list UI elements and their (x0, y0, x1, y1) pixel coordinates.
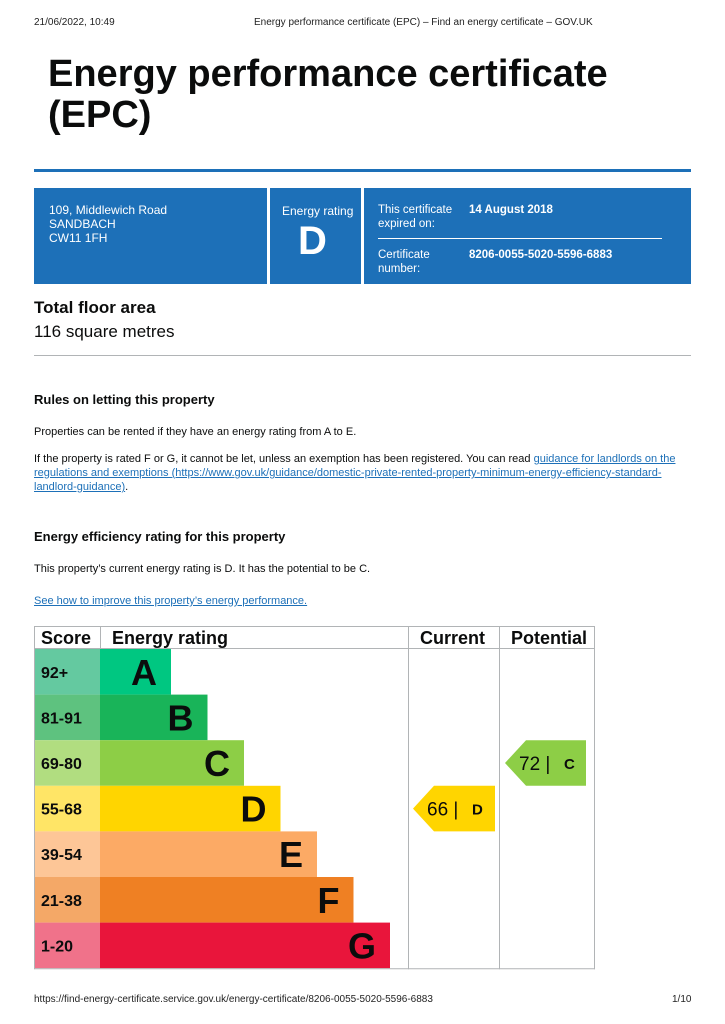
print-page-title: Energy performance certificate (EPC) – Find an energy certificate – GOV.UK (254, 17, 593, 28)
floor-area-value: 116 square metres (34, 322, 175, 341)
rating-band-letter: G (347, 925, 376, 967)
property-address (49, 203, 167, 245)
certificate-divider (378, 238, 662, 239)
print-datetime: 21/06/2022, 10:49 (34, 17, 115, 28)
score-label: 21-38 (41, 892, 82, 910)
print-page-number: 1/10 (672, 994, 692, 1005)
score-label: 92+ (41, 664, 69, 682)
chart-column-header: Potential (511, 628, 588, 648)
current-rating-score: 66 | (427, 799, 459, 821)
exemption-text-end: . (125, 481, 129, 493)
letting-heading: Rules on letting this property (34, 392, 215, 407)
rating-band-letter: B (167, 697, 194, 739)
score-label: 39-54 (41, 847, 82, 865)
improve-performance-link[interactable]: See how to improve this property’s energy performance. (34, 595, 308, 607)
letting-paragraph: Properties can be rented if they have an energy rating from A to E. (34, 426, 357, 438)
chart-column-header: Current (420, 628, 486, 648)
address-line: SANDBACH (49, 217, 116, 231)
chart-column-header: Score (41, 628, 92, 648)
rating-band-letter: D (240, 788, 267, 830)
rating-band-letter: E (278, 834, 303, 876)
rating-band-bar (100, 923, 390, 969)
title-divider (34, 169, 691, 172)
print-url: https://find-energy-certificate.service.gov.uk/energy-certificate/8206-0055-5020-5596-6883 (34, 994, 433, 1005)
floor-area-heading: Total floor area (34, 298, 156, 317)
cert-number-label-line: Certificate (378, 249, 430, 261)
current-rating-letter: D (472, 801, 483, 819)
expired-label-line: expired on: (378, 218, 435, 230)
summary-divider (361, 188, 364, 284)
section-divider (34, 355, 691, 356)
expired-label-line: This certificate (378, 204, 453, 216)
chart-column-header: Energy rating (112, 628, 229, 648)
energy-rating-chart-svg (34, 626, 596, 970)
rating-band-letter: F (317, 879, 340, 921)
score-label: 1-20 (41, 938, 74, 956)
summary-divider (267, 188, 270, 284)
certificate-summary (34, 188, 691, 284)
rating-band-letter: C (204, 743, 230, 784)
page-title: Energy performance certificate (EPC) (48, 53, 608, 136)
potential-rating-letter: C (564, 756, 575, 773)
letting-exemption-paragraph (34, 452, 692, 494)
score-label: 55-68 (41, 801, 82, 819)
exemption-text: If the property is rated F or G, it cannot be let, unless an exemption has been registered. You can read (34, 453, 534, 465)
address-line: 109, Middlewich Road (49, 203, 168, 217)
rating-band-bar (100, 877, 354, 923)
energy-rating-label: Energy rating (282, 204, 354, 218)
expired-label (378, 203, 452, 231)
cert-number-value: 8206-0055-5020-5596-6883 (469, 249, 613, 261)
efficiency-heading: Energy efficiency rating for this property (34, 529, 286, 544)
energy-rating-chart (34, 626, 596, 970)
energy-rating-value: D (298, 219, 327, 263)
potential-rating-score: 72 | (519, 754, 551, 775)
cert-number-label (378, 248, 430, 276)
expired-date: 14 August 2018 (469, 204, 553, 216)
efficiency-paragraph: This property’s current energy rating is D. It has the potential to be C. (34, 563, 371, 575)
score-label: 69-80 (41, 756, 82, 773)
rating-band-letter: A (131, 651, 157, 693)
cert-number-label-line: number: (378, 263, 421, 275)
landlord-guidance-link[interactable]: guidance for landlords on the regulations and exemptions (https://www.gov.uk/guidance/domestic-private-rented-property-minimum-energy-efficiency-standard-landlord-guidance) (34, 453, 676, 493)
score-label: 81-91 (41, 710, 82, 728)
address-line: CW11 1FH (49, 231, 108, 245)
